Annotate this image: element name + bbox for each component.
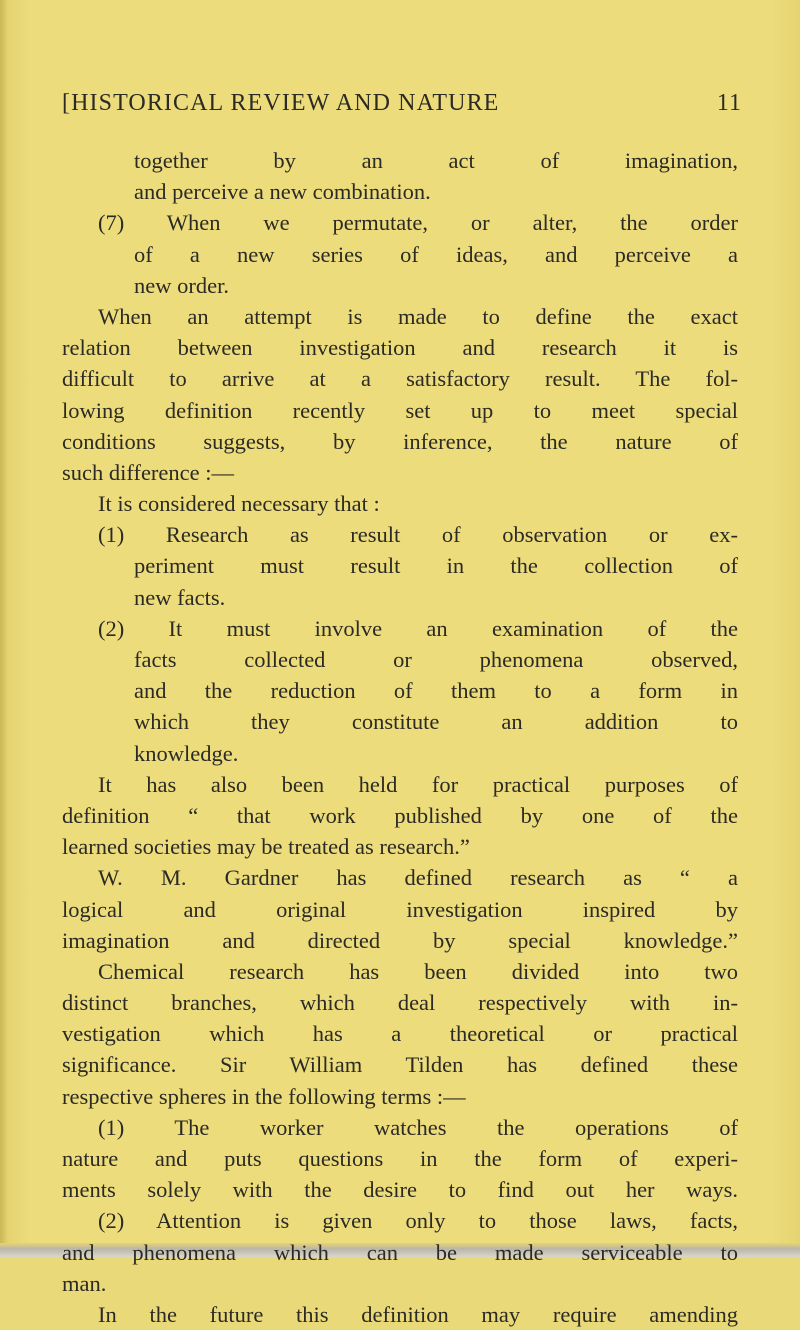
text-line: respective spheres in the following terms :— bbox=[62, 1083, 466, 1109]
text-line: In the future this definition may require amending bbox=[98, 1301, 738, 1327]
text-line: and perceive a new combination. bbox=[134, 179, 431, 205]
text-line: which they constitute an addition to bbox=[134, 709, 738, 735]
text-line: man. bbox=[62, 1270, 107, 1296]
text-line: lowing definition recently set up to meet special bbox=[62, 397, 738, 423]
text-line: distinct branches, which deal respectively with in- bbox=[62, 990, 738, 1016]
text-line: When an attempt is made to define the exact bbox=[98, 303, 738, 329]
text-line: of a new series of ideas, and perceive a bbox=[134, 241, 738, 267]
text-line: periment must result in the collection of bbox=[134, 553, 738, 579]
text-line: Chemical research has been divided into two bbox=[98, 958, 738, 984]
text-line: (2) It must involve an examination of the bbox=[98, 615, 738, 641]
text-line: facts collected or phenomena observed, bbox=[134, 647, 738, 672]
text-line: knowledge. bbox=[134, 740, 239, 766]
text-line: difficult to arrive at a satisfactory result. The fol- bbox=[62, 366, 738, 392]
page-gutter-shadow bbox=[0, 0, 8, 1257]
text-line: imagination and directed by special knowledge.” bbox=[62, 927, 738, 953]
text-line: (7) When we permutate, or alter, the order bbox=[98, 210, 738, 236]
text-line: It has also been held for practical purposes of bbox=[98, 771, 738, 797]
text-line: learned societies may be treated as research.” bbox=[62, 834, 470, 860]
text-line: together by an act of imagination, bbox=[134, 148, 738, 173]
running-header bbox=[62, 90, 742, 117]
text-line: (1) The worker watches the operations of bbox=[98, 1114, 738, 1140]
text-line: such difference :— bbox=[62, 459, 235, 485]
page-body-text bbox=[62, 145, 738, 1330]
text-line: significance. Sir William Tilden has defined these bbox=[62, 1052, 738, 1078]
text-line: logical and original investigation inspired by bbox=[62, 896, 738, 922]
text-line: vestigation which has a theoretical or practical bbox=[62, 1021, 738, 1047]
text-line: relation between investigation and research it is bbox=[62, 335, 738, 361]
text-line: definition “ that work published by one of the bbox=[62, 802, 738, 828]
text-line: conditions suggests, by inference, the nature of bbox=[62, 428, 738, 454]
text-line: W. M. Gardner has defined research as “ a bbox=[98, 865, 738, 891]
text-line: and phenomena which can be made serviceable to bbox=[62, 1239, 738, 1265]
text-line: ments solely with the desire to find out her ways. bbox=[62, 1177, 738, 1203]
text-line: nature and puts questions in the form of experi- bbox=[62, 1146, 738, 1171]
running-title: [HISTORICAL REVIEW AND NATURE bbox=[62, 90, 500, 116]
text-line: new order. bbox=[134, 272, 229, 298]
text-line: and the reduction of them to a form in bbox=[134, 678, 738, 704]
text-line: new facts. bbox=[134, 584, 226, 610]
page-number: 11 bbox=[716, 90, 742, 116]
text-line: It is considered necessary that : bbox=[98, 491, 380, 517]
text-line: (1) Research as result of observation or ex- bbox=[98, 522, 738, 548]
text-line: (2) Attention is given only to those laws, facts, bbox=[98, 1208, 738, 1234]
